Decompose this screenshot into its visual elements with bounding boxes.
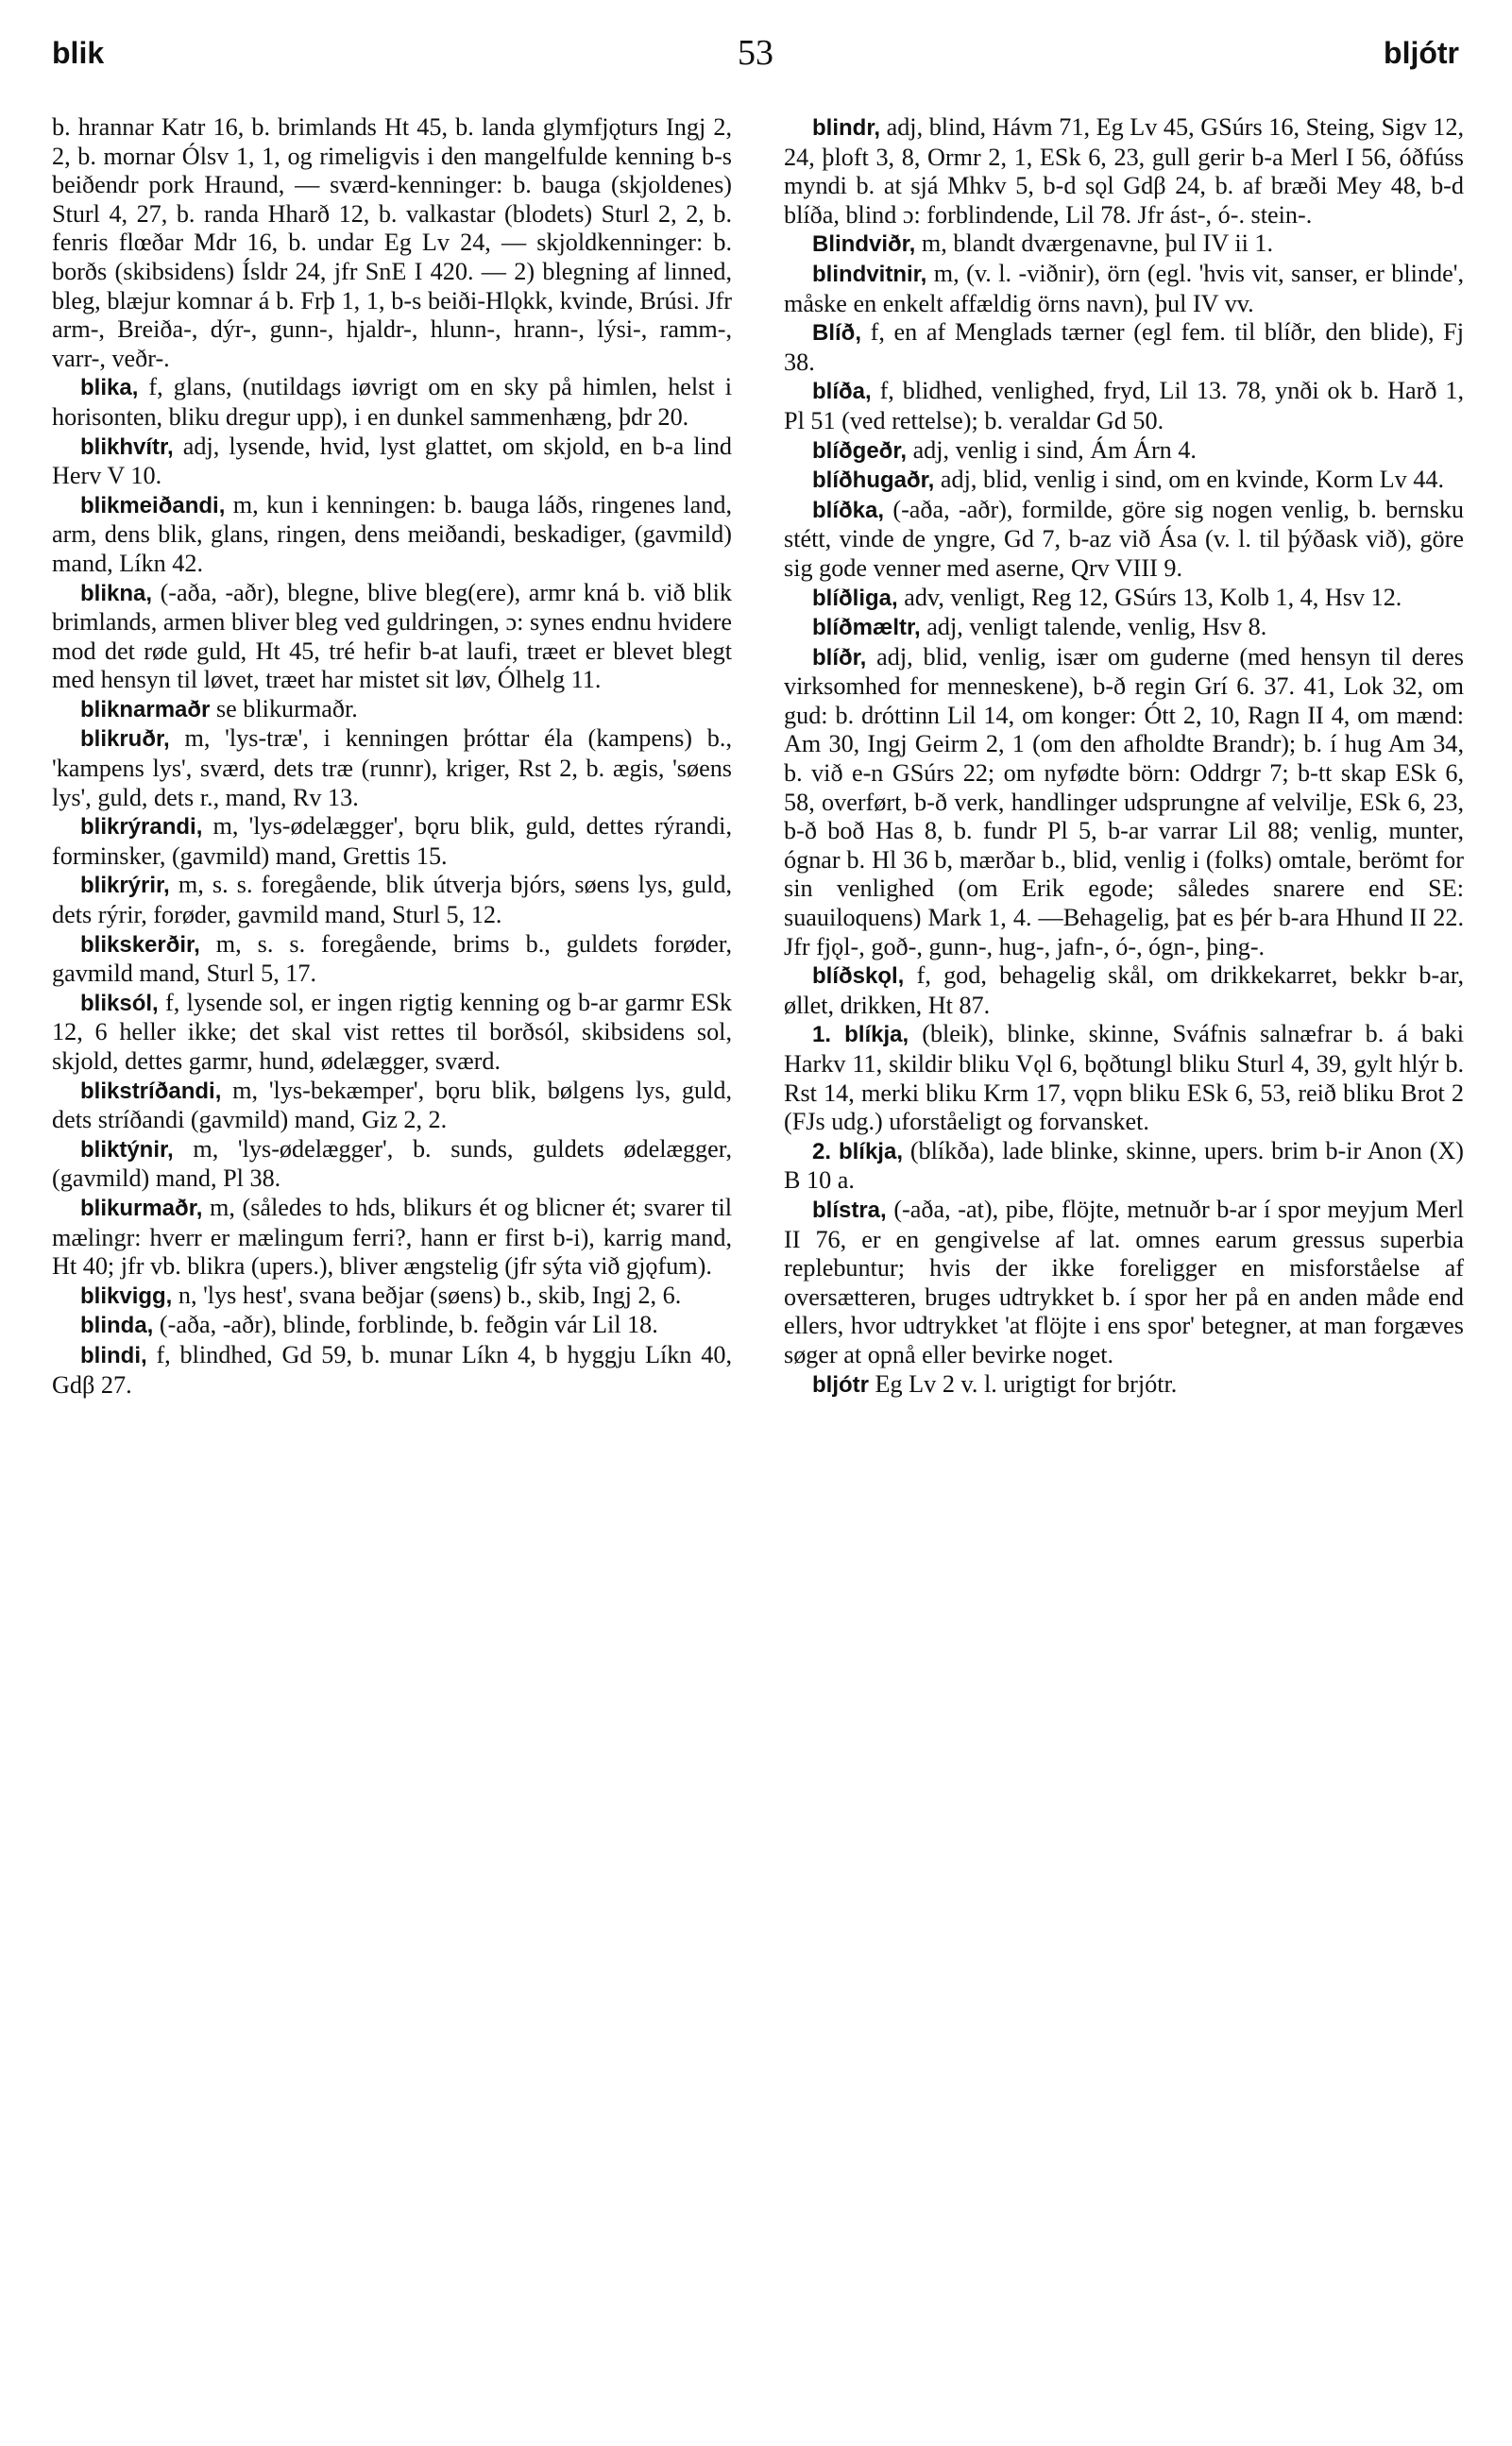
entry-headword: blíða, [812, 379, 872, 405]
dictionary-entry [784, 584, 1464, 614]
entry-text: Eg Lv 2 v. l. urigtigt for brjótr. [875, 1369, 1178, 1398]
entry-text: f, god, behagelig skål, om drikkekarret, bekkr b-ar, øllet, drikken, Ht 87. [784, 961, 1465, 1019]
dictionary-entry [784, 229, 1464, 260]
entry-headword: blíðmæltr, [812, 615, 921, 641]
dictionary-entry [52, 1341, 732, 1400]
dictionary-entry [784, 377, 1464, 435]
page-header [52, 26, 1459, 83]
dictionary-entry [52, 373, 732, 432]
dictionary-entry [784, 961, 1464, 1020]
entry-text: adj, blid, venlig i sind, om en kvinde, Korm Lv 44. [940, 466, 1445, 494]
entry-text: adj, lysende, hvid, lyst glattet, om skjold, en b-a lind Herv V 10. [52, 432, 732, 490]
dictionary-entry [52, 1077, 732, 1135]
entry-text: (bleik), blinke, skinne, Sváfnis salnæfrar b. á baki Harkv 11, skildir bliku Vǫl 6, bǫðtungl bliku Sturl 4, 39, gylt hlýr b. Rst 14, merki bliku Krm 17, vǫpn bliku ESk 6, 53, reið bliku Brot 2 (FJs udg.) uforståeligt og forvansket. [784, 1020, 1464, 1136]
entry-text: f, lysende sol, er ingen rigtig kenning og b-ar garmr ESk 12, 6 heller ikke; det skal vist rettes til borðsól, skibsidens sol, skjold, dettes garmr, hund, ødelægger, sværd. [52, 988, 732, 1075]
left-column [52, 113, 732, 1400]
entry-text: adj, blid, venlig, især om guderne (med hensyn til deres virksomhed for menneskene), b-ð regin Grí 6. 37. 41, Lok 32, om gud: b. dróttinn Lil 14, om konger: Ótt 2, 10, Ragn II 4, om mænd: Am 30, Ingj Geirm 2, 1 (om den afholdte Brandr); b. í hug Am 34, b. við e-n GSúrs 22; om nyfødte börn: Oddrgr 7; b-tt skap ESk 6, 58, overført, b-ð verk, handlinger udsprungne af velvilje, ESk 6, 23, b-ð boð Has 8, b. fundr Pl 5, b-ar varrar Lil 88; venlig, munter, ógnar b. Hl 36 b, mærðar b., blid, venlig i (folks) omtale, berömt for sin venlighed (om Erik egode; således snarere end SE: suauiloquens) Mark 1, 4. —Behagelig, þat es þér b-ara Hhund II 22. Jfr fjǫl-, goð-, gunn-, hug-, jafn-, ó-, ógn-, þing-. [784, 642, 1464, 960]
dictionary-entry [52, 812, 732, 871]
dictionary-entry [52, 1282, 732, 1312]
entry-text: m, s. s. foregående, brims b., guldets forøder, gavmild mand, Sturl 5, 17. [52, 929, 732, 988]
entry-headword: blíðgeðr, [812, 437, 908, 464]
entry-headword: bliksól, [80, 990, 159, 1016]
entry-headword: bliknarmaðr [80, 696, 211, 722]
dictionary-entry [52, 989, 732, 1077]
entry-headword: blika, [80, 375, 139, 401]
dictionary-entry [52, 1135, 732, 1194]
entry-headword: blikstríðandi, [80, 1078, 222, 1104]
entry-headword: bljótr [812, 1371, 869, 1398]
page-number: 53 [738, 33, 773, 73]
entry-text: m, 'lys-bekæmper', bǫru blik, bølgens lys, guld, dets stríðandi (gavmild) mand, Giz 2, 2. [52, 1076, 733, 1134]
entry-text: m, 'lys-ødelægger', bǫru blik, guld, dettes rýrandi, forminsker, (gavmild) mand, Grettis 15. [52, 812, 732, 870]
entry-headword: blindvitnir, [812, 261, 927, 287]
entry-headword: 1. blíkja, [812, 1022, 909, 1048]
entry-headword: blikvigg, [80, 1282, 173, 1309]
dictionary-entry [52, 695, 732, 725]
dictionary-entry [52, 871, 732, 929]
entry-text: adj, blind, Hávm 71, Eg Lv 45, GSúrs 16, Steing, Sigv 12, 24, þloft 3, 8, Ormr 2, 1, ESk 6, 23, gull gerir b-a Merl I 56, óðfúss myndi b. at sjá Mhkv 5, b-d sǫl Gdβ 24, b. af bræði Mey 48, b-d blíða, blind ɔ: forblindende, Lil 78. Jfr ást-, ó-. stein-. [784, 113, 1464, 229]
entry-text: m, blandt dværgenavne, þul IV ii 1. [921, 229, 1274, 258]
entry-headword: blíðr, [812, 644, 867, 671]
dictionary-entry [52, 113, 732, 373]
entry-headword: blikruðr, [80, 726, 170, 753]
entry-text: n, 'lys hest', svana beðjar (søens) b., skib, Ingj 2, 6. [178, 1281, 682, 1309]
dictionary-entry [784, 1196, 1464, 1370]
dictionary-entry [784, 318, 1464, 377]
entry-text: f, en af Menglads tærner (egl fem. til blíðr, den blide), Fj 38. [784, 318, 1464, 376]
entry-text: (-aða, -at), pibe, flöjte, metnuðr b-ar í spor meyjum Merl II 76, er en gengivelse af lat. omnes earum gressus superbia replebuntur; hvis der ikke foreligger en misforståelse af oversætteren, bruges udtrykket b. í spor her på en anden måde end ellers, hvor udtrykket 'at flöjte i ens spor' betegner, at man forgæves søger at opnå eller bevirke noget. [784, 1195, 1464, 1368]
dictionary-entry [784, 260, 1464, 318]
left-running-headword: blik [52, 36, 105, 70]
dictionary-entry [784, 1020, 1464, 1136]
dictionary-entry [784, 113, 1464, 229]
entry-text: m, (v. l. -viðnir), örn (egl. 'hvis vit, sanser, er blinde', måske en enkelt affældig örns navn), þul IV vv. [784, 259, 1464, 317]
dictionary-entry [52, 1194, 732, 1282]
entry-headword: blikskerðir, [80, 931, 200, 958]
entry-text: se blikurmaðr. [215, 694, 358, 722]
entry-headword: blindr, [812, 115, 880, 141]
dictionary-entry [52, 1311, 732, 1341]
entry-text: m, kun i kenningen: b. bauga láðs, ringenes land, arm, dens blik, glans, ringen, dens meiðandi, beskadiger, (gavmild) mand, Líkn 42. [52, 490, 733, 577]
dictionary-entry [784, 643, 1464, 962]
dictionary-entry [784, 1370, 1464, 1401]
entry-headword: blikrýrandi, [80, 814, 203, 841]
entry-headword: blíðliga, [812, 585, 898, 611]
entry-text: (-aða, -aðr), formilde, göre sig nogen venlig, b. bernsku stétt, vinde de yngre, Gd 7, b-az við Ása (v. l. til þýðask við), göre sig gode venner med aserne, Qrv VIII 9. [784, 495, 1465, 582]
entry-headword: Blindviðr, [812, 231, 916, 258]
right-running-headword: bljótr [1384, 36, 1459, 70]
entry-text: f, blidhed, venlighed, fryd, Lil 13. 78, ynði ok b. Harð 1, Pl 51 (ved rettelse); b. veraldar Gd 50. [784, 377, 1465, 434]
entry-text: m, 'lys-ødelægger', b. sunds, guldets ødelægger, (gavmild) mand, Pl 38. [52, 1134, 732, 1193]
entry-text: (-aða, -aðr), blinde, forblinde, b. feðgin vár Lil 18. [159, 1311, 658, 1339]
entry-text: b. hrannar Katr 16, b. brimlands Ht 45, b. landa glymfjǫturs Ingj 2, 2, b. mornar Ólsv 1, 1, og rimeligvis i den mangelfulde kenning b-s beiðendr pork Hraund, — sværd-kenninger: b. bauga (skjoldenes) Sturl 4, 27, b. randa Hharð 12, b. valkastar (blodets) Sturl 2, 2, b. fenris flœðar Mdr 16, b. undar Eg Lv 24, — skjoldkenninger: b. borðs (skibsidens) Ísldr 24, jfr SnE I 420. — 2) blegning af linned, bleg, blæjur komnar á b. Frþ 1, 1, b-s beiði-Hlǫkk, kvinde, Brúsi. Jfr arm-, Breiða-, dýr-, gunn-, hjaldr-, hlunn-, hrann-, lýsi-, ramm-, varr-, veðr-. [52, 113, 732, 372]
entry-headword: blíðka, [812, 497, 885, 523]
entry-headword: 2. blíkja, [812, 1138, 903, 1164]
dictionary-entry [52, 724, 732, 812]
entry-text: m, (således to hds, blikurs ét og blicner ét; svarer til mælingr: hverr er mælingum ferri?, hann er first b-i), karrig mand, Ht 40; jfr vb. blikra (upers.), bliver ængstelig (jfr sýta við gjǫfum). [52, 1193, 733, 1281]
entry-headword: blíðhugaðr, [812, 467, 935, 494]
entry-text: adj, venligt talende, venlig, Hsv 8. [926, 613, 1267, 641]
entry-headword: blístra, [812, 1197, 887, 1223]
entry-text: adv, venligt, Reg 12, GSúrs 13, Kolb 1, 4, Hsv 12. [904, 583, 1402, 611]
entry-headword: blíðskǫl, [812, 963, 905, 990]
dictionary-entry [784, 436, 1464, 467]
entry-headword: blinda, [80, 1313, 154, 1339]
dictionary-entry [52, 491, 732, 579]
entry-text: adj, venlig i sind, Ám Árn 4. [912, 435, 1197, 464]
entry-headword: blikmeiðandi, [80, 492, 226, 518]
entry-headword: blindi, [80, 1342, 147, 1368]
dictionary-entry [784, 1137, 1464, 1196]
entry-headword: blikna, [80, 580, 153, 606]
dictionary-entry [52, 433, 732, 491]
entry-text: (blíkða), lade blinke, skinne, upers. brim b-ir Anon (X) B 10 a. [784, 1136, 1464, 1195]
entry-text: f, glans, (nutildags iøvrigt om en sky på himlen, helst i horisonten, bliku dregur upp), i en dunkel sammenhæng, þdr 20. [52, 373, 732, 431]
entry-headword: blikurmaðr, [80, 1195, 203, 1221]
entry-headword: blikhvítr, [80, 433, 174, 460]
dictionary-entry [52, 579, 732, 695]
dictionary-entry [784, 466, 1464, 496]
dictionary-entry [784, 613, 1464, 643]
entry-headword: bliktýnir, [80, 1136, 174, 1163]
entry-text: m, s. s. foregående, blik útverja bjórs, søens lys, guld, dets rýrir, forøder, gavmild mand, Sturl 5, 12. [52, 871, 732, 929]
entry-text: (-aða, -aðr), blegne, blive bleg(ere), armr kná b. við blik brimlands, armen bliver bleg ved guldringen, ɔ: synes endnu hvidere mod det røde guld, Ht 45, tré hefir b-at laufi, træet er blevet blegt med hensyn til løvet, træet har mistet sit løv, Ólhelg 11. [52, 578, 732, 694]
entry-headword: blikrýrir, [80, 873, 170, 899]
entry-text: m, 'lys-træ', i kenningen þróttar éla (kampens) b., 'kampens lys', sværd, dets træ (runnr), kriger, Rst 2, b. ægis, 'søens lys', guld, dets r., mand, Rv 13. [52, 724, 732, 811]
right-column [784, 113, 1464, 1400]
dictionary-entry [52, 930, 732, 989]
entry-headword: Blíð, [812, 320, 861, 347]
dictionary-entry [784, 496, 1464, 584]
entry-text: f, blindhed, Gd 59, b. munar Líkn 4, b hyggju Líkn 40, Gdβ 27. [52, 1340, 733, 1399]
